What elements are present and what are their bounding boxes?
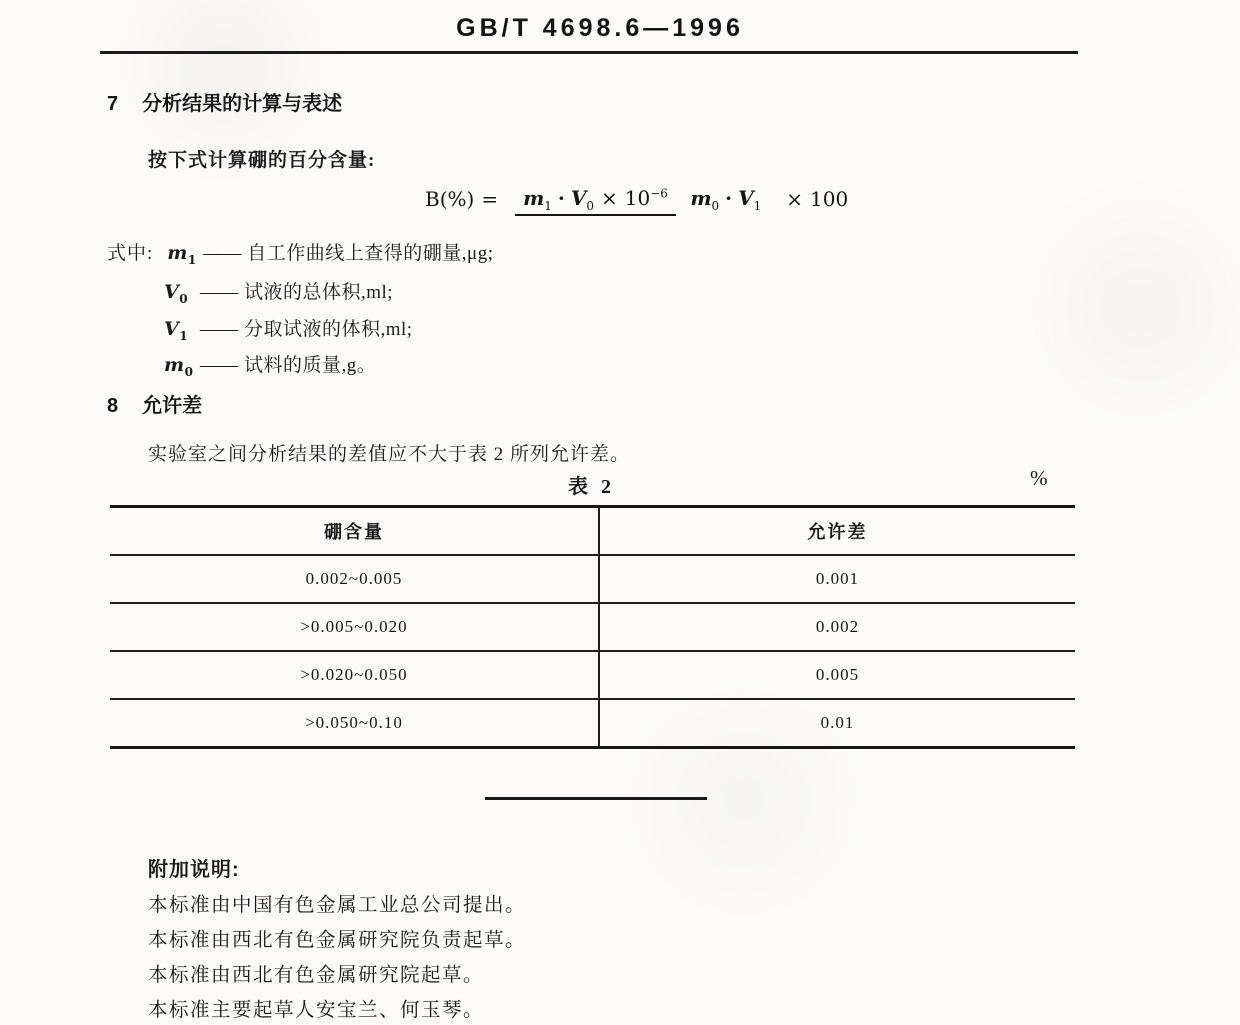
symbol-m1-var: m [167, 242, 188, 264]
formula-intro: 按下式计算硼的百分含量: [148, 150, 376, 171]
var-v1-sub: 1 [753, 198, 762, 213]
table2-unit: % [1030, 466, 1048, 490]
section7-heading [107, 87, 342, 116]
where-desc-m0: 试料的质量,g。 [244, 355, 377, 376]
var-v1: V [738, 185, 754, 210]
appendix-line-drafted-by: 本标准由西北有色金属研究院起草。 [148, 965, 485, 986]
tolerance-cell: 0.001 [815, 569, 860, 588]
col-header-tolerance: 允许差 [807, 522, 868, 542]
where-desc-m1: 自工作曲线上查得的硼量,μg; [247, 243, 494, 264]
times-sign: × [601, 185, 618, 210]
section8-heading [107, 389, 202, 418]
section7-title: 分析结果的计算与表述 [142, 93, 343, 115]
table-row [110, 652, 1075, 700]
times-sign: × [786, 187, 804, 211]
var-m1: m [523, 185, 545, 210]
formula-lhs: B(%) [425, 187, 475, 211]
fraction [515, 186, 769, 213]
symbol-m1-sub: 1 [187, 252, 197, 267]
table-row [110, 556, 1075, 604]
var-m1-sub: 1 [544, 198, 552, 213]
tolerance-table [110, 505, 1075, 749]
table-header-row [110, 508, 1075, 556]
equals-sign: = [481, 187, 499, 211]
section7-number: 7 [107, 93, 119, 115]
range-cell: 0.002~0.005 [110, 556, 600, 602]
appendix-line-main-drafters: 本标准主要起草人安宝兰、何玉琴。 [148, 1000, 485, 1021]
var-m0-sub: 0 [711, 198, 720, 213]
symbol-m0-var: m [164, 354, 185, 376]
end-of-text-divider [485, 797, 707, 800]
dot-operator: · [557, 185, 565, 210]
range-cell: >0.005~0.020 [110, 604, 600, 650]
tolerance-cell: 0.002 [815, 617, 860, 636]
where-desc-v1: 分取试液的体积,ml; [244, 319, 413, 340]
var-v0-sub: 0 [586, 198, 595, 213]
symbol-v1 [164, 318, 198, 343]
range-cell: >0.050~0.10 [110, 700, 600, 746]
dot-operator: · [725, 185, 733, 210]
symbol-m0 [164, 354, 198, 379]
range-cell: >0.020~0.050 [110, 652, 600, 698]
section8-number: 8 [107, 395, 119, 417]
var-m0: m [690, 185, 712, 210]
em-dash: —— [200, 355, 238, 376]
em-dash: —— [203, 243, 242, 264]
col-header-boron-content: 硼含量 [110, 508, 600, 554]
em-dash: —— [200, 282, 238, 303]
power-base: 10 [624, 185, 651, 210]
section8-title: 允许差 [142, 395, 203, 417]
where-item-v0 [164, 277, 393, 306]
power-exponent: −6 [650, 185, 668, 200]
section8-body: 实验室之间分析结果的差值应不大于表 2 所列允许差。 [148, 444, 631, 465]
symbol-m1 [167, 242, 201, 267]
header-rule [100, 51, 1078, 54]
where-prefix: 式中: [107, 243, 154, 264]
boron-percentage-formula [425, 170, 848, 228]
symbol-m0-sub: 0 [184, 364, 194, 379]
where-item-m0 [164, 350, 376, 379]
standard-number-title: GB/T 4698.6—1996 [456, 14, 744, 42]
symbol-v1-var: V [164, 318, 180, 340]
where-item-m1 [107, 238, 494, 267]
tolerance-cell: 0.01 [820, 713, 855, 732]
appendix-line-responsible-drafter: 本标准由西北有色金属研究院负责起草。 [148, 930, 527, 951]
denominator [682, 182, 769, 213]
factor-100: 100 [810, 187, 849, 211]
symbol-v1-sub: 1 [179, 328, 189, 343]
table-row [110, 604, 1075, 652]
var-v0: V [570, 185, 587, 210]
em-dash: —— [200, 319, 238, 340]
appendix-title: 附加说明: [148, 859, 240, 881]
where-item-v1 [164, 314, 413, 343]
symbol-v0 [164, 281, 198, 306]
table-row [110, 700, 1075, 746]
symbol-v0-var: V [164, 281, 180, 303]
numerator [515, 186, 676, 216]
where-desc-v0: 试液的总体积,ml; [244, 282, 394, 303]
symbol-v0-sub: 0 [179, 291, 189, 306]
tolerance-cell: 0.005 [815, 665, 860, 684]
table2-caption: 表 2 [568, 476, 615, 498]
appendix-line-proposed-by: 本标准由中国有色金属工业总公司提出。 [148, 895, 527, 916]
